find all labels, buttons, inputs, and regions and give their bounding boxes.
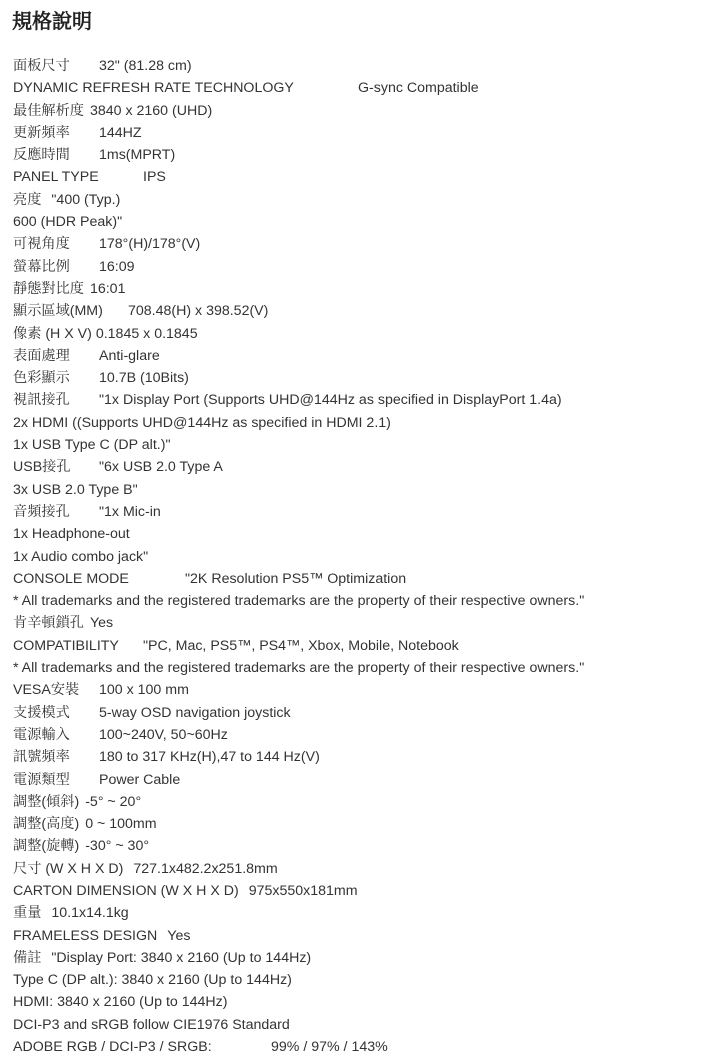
spec-label: VESA安裝 [13,682,80,699]
spec-line [13,389,713,411]
spec-line [13,77,713,99]
spec-label: * All trademarks and the registered trademarks are the property of their respective owners." [13,660,585,677]
spec-line [13,679,713,701]
spec-label: 肯辛頓鎖孔 [13,615,84,632]
spec-label: CONSOLE MODE [13,570,129,587]
spec-value: "PC, Mac, PS5™, PS4™, Xbox, Mobile, Notebook [143,637,459,654]
spec-label: ADOBE RGB / DCI-P3 / SRGB: [13,1039,212,1056]
spec-value: 975x550x181mm [248,882,358,899]
spec-line [13,412,713,434]
spec-value: 3840 x 2160 (UHD) [89,102,213,119]
spec-value: Anti-glare [99,347,160,364]
spec-line [13,456,713,478]
spec-line [13,323,713,345]
spec-label: USB接孔 [13,459,71,476]
spec-label: 面板尺寸 [13,58,70,74]
spec-value: 100~240V, 50~60Hz [99,726,228,743]
spec-line [13,144,713,166]
spec-line [13,880,713,902]
spec-line [13,345,713,367]
spec-label: Type C (DP alt.): 3840 x 2160 (Up to 144Hz) [13,972,292,989]
spec-label: 可視角度 [13,236,70,253]
spec-line [13,813,713,835]
spec-value: 727.1x482.2x251.8mm [133,860,278,877]
spec-label: DCI-P3 and sRGB follow CIE1976 Standard [13,1016,290,1033]
spec-line [13,256,713,278]
spec-label: 1x USB Type C (DP alt.)" [13,437,171,454]
spec-label: 視訊接孔 [13,392,70,409]
spec-line [13,791,713,813]
spec-line [13,702,713,724]
spec-label: 2x HDMI ((Supports UHD@144Hz as specified in HDMI 2.1) [13,414,391,431]
spec-label: 電源類型 [13,771,70,788]
spec-value: 16:09 [99,258,135,275]
page-title: 規格說明 [12,9,92,33]
spec-value: 10.1x14.1kg [51,905,129,922]
spec-line [13,479,713,501]
spec-line [13,434,713,456]
spec-value: -30° ~ 30° [85,838,150,855]
spec-line [13,300,713,322]
spec-value: Power Cable [99,771,181,788]
spec-value: Yes [89,615,114,632]
spec-line [13,746,713,768]
spec-line [13,991,713,1013]
spec-line [13,969,713,991]
spec-line [13,835,713,857]
spec-label: 亮度 [13,191,42,208]
spec-line [13,858,713,880]
spec-label: 600 (HDR Peak)" [13,214,123,231]
spec-line [13,55,713,77]
spec-line [13,211,713,233]
spec-label: 尺寸 (W X H X D) [13,860,124,877]
spec-line [13,657,713,679]
spec-value: -5° ~ 20° [85,793,142,810]
spec-label: 訊號頻率 [13,749,70,766]
spec-line [13,902,713,924]
spec-label: FRAMELESS DESIGN [13,927,158,944]
spec-label: DYNAMIC REFRESH RATE TECHNOLOGY [13,80,294,97]
spec-line [13,189,713,211]
spec-label: 像素 (H X V) [13,325,92,342]
spec-value: 180 to 317 KHz(H),47 to 144 Hz(V) [99,749,320,766]
spec-label: 螢幕比例 [13,258,70,275]
spec-label: 備註 [13,949,42,966]
spec-label: 調整(傾斜) [13,793,80,810]
spec-value: 100 x 100 mm [99,682,189,699]
spec-value: 5-way OSD navigation joystick [99,704,291,721]
spec-value: 10.7B (10Bits) [99,370,189,387]
spec-label: 電源輸入 [13,726,70,743]
spec-value: 16:01 [89,280,126,297]
spec-value: 708.48(H) x 398.52(V) [128,303,269,320]
spec-line [13,612,713,634]
spec-value: 144HZ [99,124,142,141]
spec-list [13,55,713,1058]
spec-value: 1ms(MPRT) [99,147,176,164]
spec-label: 更新頻率 [13,124,70,141]
spec-label: 反應時間 [13,147,70,164]
spec-line [13,590,713,612]
spec-line [13,925,713,947]
spec-line [13,166,713,188]
spec-value: "400 (Typ.) [51,191,121,208]
spec-label: CARTON DIMENSION (W X H X D) [13,882,239,899]
spec-line [13,233,713,255]
spec-label: 3x USB 2.0 Type B" [13,481,138,498]
spec-label: HDMI: 3840 x 2160 (Up to 144Hz) [13,994,228,1011]
spec-value: 178°(H)/178°(V) [99,236,201,253]
spec-label: 調整(旋轉) [13,838,80,855]
spec-label: * All trademarks and the registered trademarks are the property of their respective owners." [13,593,585,610]
spec-line [13,100,713,122]
spec-value: "2K Resolution PS5™ Optimization [185,570,407,587]
spec-line [13,278,713,300]
spec-label: 1x Audio combo jack" [13,548,149,565]
spec-line [13,769,713,791]
spec-line [13,523,713,545]
spec-line [13,367,713,389]
spec-label: PANEL TYPE [13,169,99,186]
spec-value: Yes [167,927,191,944]
spec-label: 靜態對比度 [13,280,84,297]
spec-label: 最佳解析度 [13,102,84,119]
spec-label: 色彩顯示 [13,370,70,387]
spec-label: 表面處理 [13,347,70,364]
spec-value: 0 ~ 100mm [85,816,157,833]
spec-value: "1x Mic-in [99,503,161,520]
spec-line [13,501,713,523]
spec-value: 32" (81.28 cm) [99,58,192,74]
spec-label: 支援模式 [13,704,70,721]
spec-value: 0.1845 x 0.1845 [95,325,198,342]
spec-value: 99% / 97% / 143% [271,1039,388,1056]
spec-line [13,568,713,590]
spec-line [13,122,713,144]
spec-line [13,1014,713,1036]
spec-label: 重量 [13,905,42,922]
spec-label: 1x Headphone-out [13,526,130,543]
spec-line [13,724,713,746]
spec-value: IPS [143,169,166,186]
spec-line [13,947,713,969]
spec-line [13,635,713,657]
spec-label: COMPATIBILITY [13,637,119,654]
spec-label: 音頻接孔 [13,503,70,520]
spec-value: G-sync Compatible [358,80,479,97]
spec-value: "1x Display Port (Supports UHD@144Hz as specified in DisplayPort 1.4a) [99,392,562,409]
spec-value: "6x USB 2.0 Type A [99,459,223,476]
spec-value: "Display Port: 3840 x 2160 (Up to 144Hz) [51,949,312,966]
spec-label: 調整(高度) [13,816,80,833]
spec-label: 顯示區域(MM) [13,303,103,320]
spec-line [13,1036,713,1058]
spec-line [13,546,713,568]
